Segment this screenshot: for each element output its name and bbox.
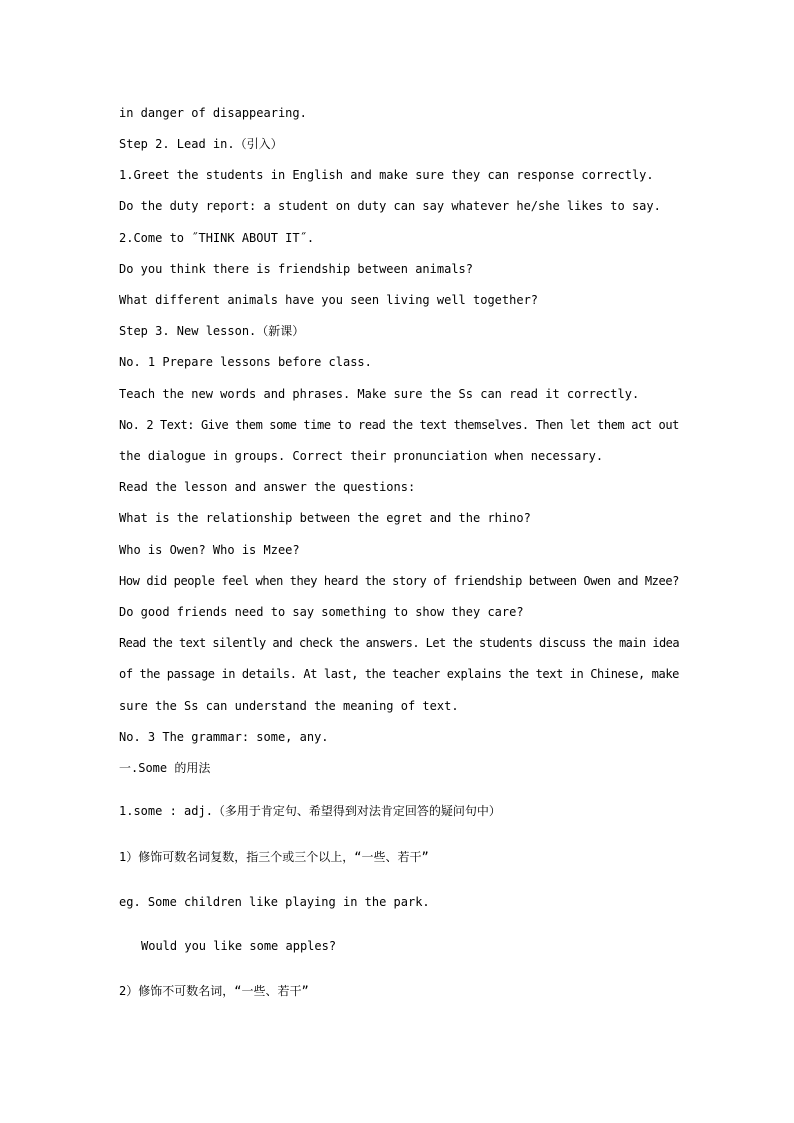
text-line: of the passage in details. At last, the teacher explains the text in Chinese, make	[119, 667, 679, 681]
text-line: Do the duty report: a student on duty can say whatever he/she likes to say.	[119, 199, 661, 213]
text-line: Read the lesson and answer the questions:	[119, 480, 416, 494]
text-line: Teach the new words and phrases. Make sure the Ss can read it correctly.	[119, 387, 640, 401]
grammar-point: 1.some : adj.（多用于肯定句、希望得到对法肯定回答的疑问句中）	[119, 804, 501, 818]
grammar-point: 2）修饰不可数名词，“一些、若干”	[119, 984, 309, 998]
text-line: 1.Greet the students in English and make sure they can response correctly.	[119, 168, 654, 182]
text-line: in danger of disappearing.	[119, 106, 307, 120]
example-line: Would you like some apples?	[141, 939, 337, 953]
step-heading: Step 3. New lesson.（新课）	[119, 324, 305, 338]
question-line: Who is Owen? Who is Mzee?	[119, 543, 300, 557]
step-heading: Step 2. Lead in.（引入）	[119, 137, 283, 151]
grammar-point: 1）修饰可数名词复数，指三个或三个以上，“一些、若干”	[119, 850, 429, 864]
text-line: the dialogue in groups. Correct their pronunciation when necessary.	[119, 449, 604, 463]
example-line: eg. Some children like playing in the park.	[119, 895, 430, 909]
text-line: Read the text silently and check the answers. Let the students discuss the main idea	[119, 636, 679, 650]
section-heading: 一.Some 的用法	[119, 761, 211, 775]
question-line: What is the relationship between the egret and the rhino?	[119, 511, 531, 525]
text-line: No. 3 The grammar: some, any.	[119, 730, 329, 744]
text-line: sure the Ss can understand the meaning of text.	[119, 699, 459, 713]
text-line: 2.Come to ˝THINK ABOUT IT˝.	[119, 231, 315, 245]
question-line: How did people feel when they heard the story of friendship between Owen and Mzee?	[119, 574, 679, 588]
text-line: No. 1 Prepare lessons before class.	[119, 355, 372, 369]
question-line: What different animals have you seen living well together?	[119, 293, 539, 307]
question-line: Do good friends need to say something to show they care?	[119, 605, 524, 619]
question-line: Do you think there is friendship between animals?	[119, 262, 474, 276]
text-line: No. 2 Text: Give them some time to read the text themselves. Then let them act out	[119, 418, 679, 432]
